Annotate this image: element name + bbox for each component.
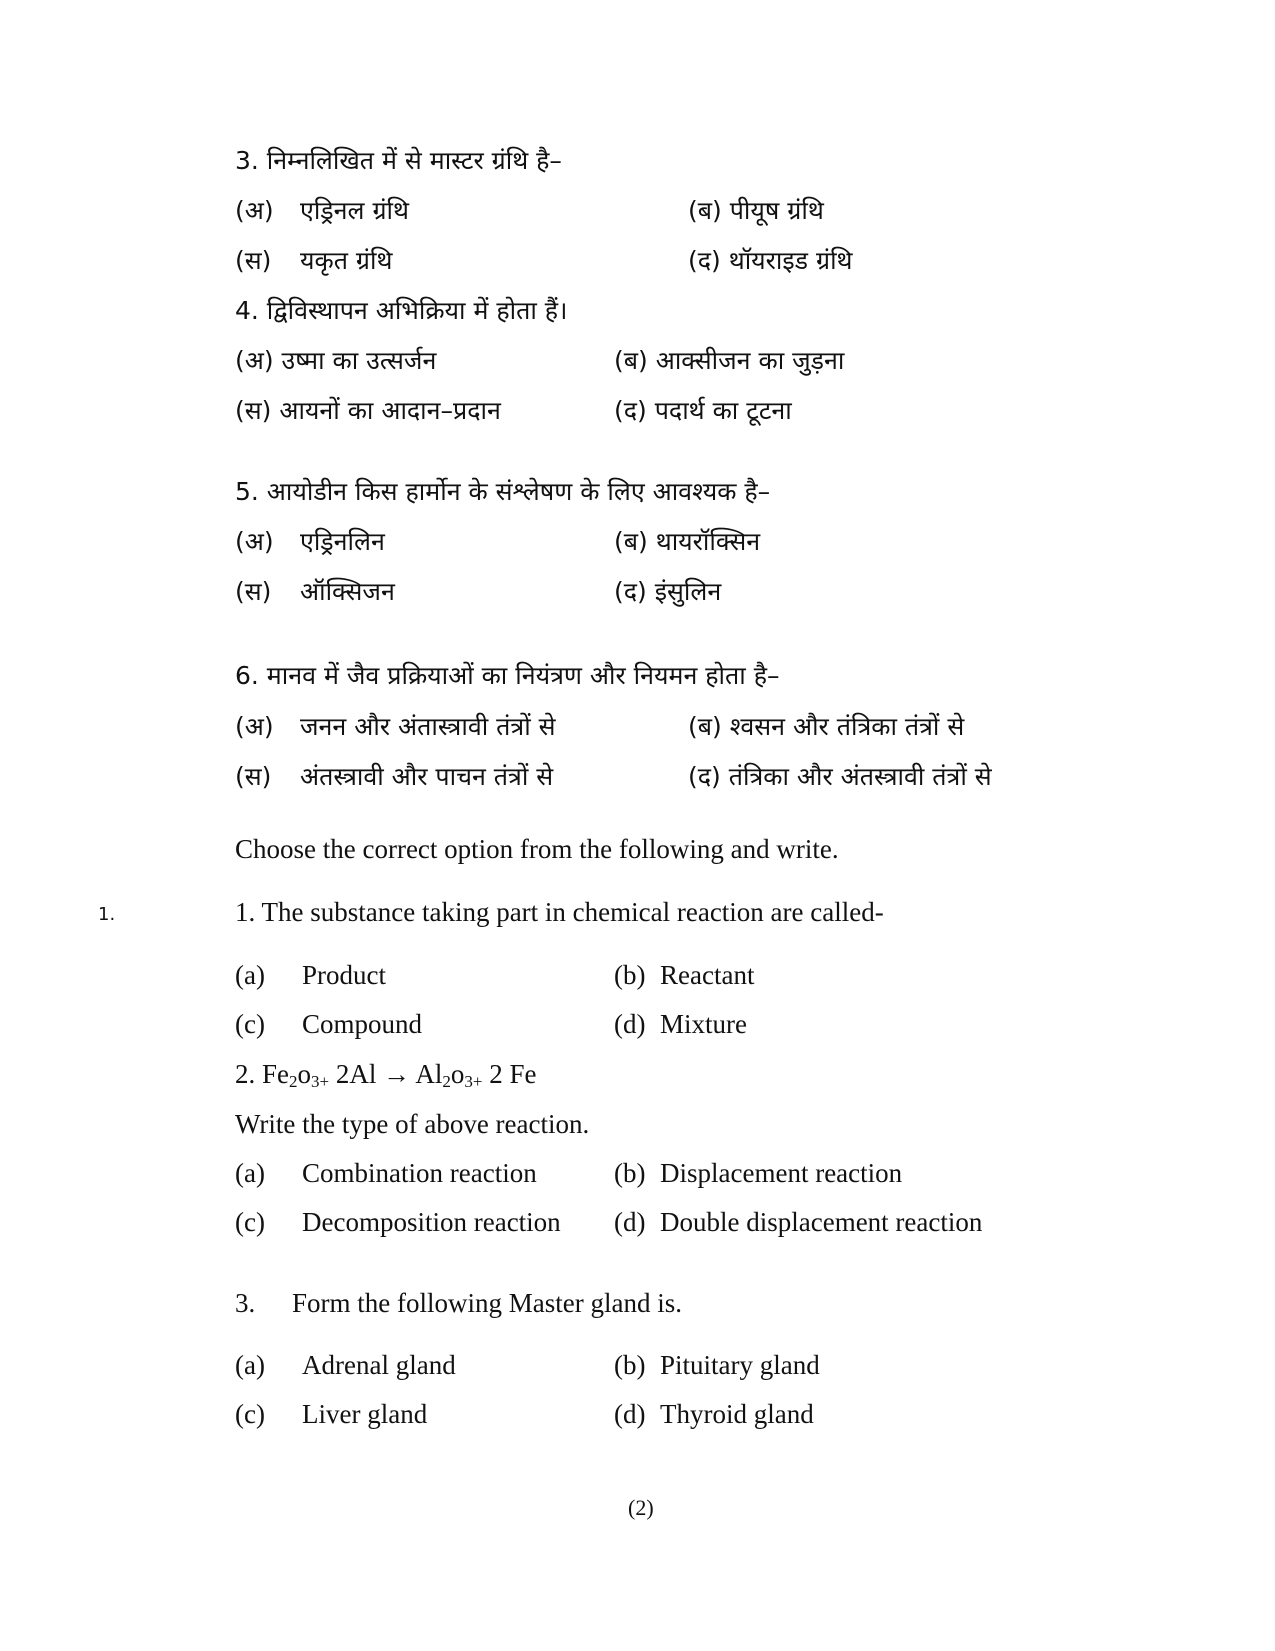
hindi-q6-option-b: (ब) श्वसन और तंत्रिका तंत्रों से: [688, 712, 965, 741]
english-q3-option-c-label: (c): [235, 1399, 265, 1429]
equation-part: 2Al → Al: [329, 1059, 443, 1089]
english-q1-option-b-text: Reactant: [660, 960, 755, 990]
english-q1-option-c-label: (c): [235, 1009, 265, 1039]
hindi-q3-option-c-label: (स): [235, 246, 272, 275]
english-q1-option-b-label: (b): [614, 960, 646, 990]
hindi-q3-option-d: (द) थॉयराइड ग्रंथि: [688, 246, 853, 275]
english-q2-option-d-label: (d): [614, 1207, 646, 1237]
equation-part: o: [450, 1059, 465, 1089]
english-q2-option-a-text: Combination reaction: [302, 1158, 537, 1188]
english-q3-option-c-text: Liver gland: [302, 1399, 428, 1429]
english-q1-option-a-label: (a): [235, 960, 265, 990]
hindi-q3-option-a-label: (अ): [235, 196, 274, 225]
english-instruction: Choose the correct option from the following and write.: [235, 834, 839, 864]
english-q1-question: 1. The substance taking part in chemical reaction are called-: [235, 897, 884, 927]
equation-prefix: 2. Fe: [235, 1059, 289, 1089]
hindi-q6-option-c-label: (स): [235, 762, 272, 791]
hindi-q3-question: 3. निम्नलिखित में से मास्टर ग्रंथि है–: [235, 146, 562, 175]
english-q2-option-b-text: Displacement reaction: [660, 1158, 903, 1188]
page-number: (2): [628, 1495, 654, 1520]
english-q2-option-d-text: Double displacement reaction: [660, 1207, 983, 1237]
english-q1-option-d-label: (d): [614, 1009, 646, 1039]
hindi-q3-option-b: (ब) पीयूष ग्रंथि: [688, 196, 824, 225]
english-q3-option-a-text: Adrenal gland: [302, 1350, 456, 1380]
section-number: 1.: [98, 904, 116, 925]
english-q3-option-d-text: Thyroid gland: [660, 1399, 814, 1429]
hindi-q5-option-d: (द) इंसुलिन: [614, 577, 722, 606]
hindi-q3-option-a-text: एड्रिनल ग्रंथि: [300, 196, 409, 225]
hindi-q6-question: 6. मानव में जैव प्रक्रियाओं का नियंत्रण और नियमन होता है–: [235, 661, 780, 690]
hindi-q5-option-c-label: (स): [235, 577, 272, 606]
english-q3-option-d-label: (d): [614, 1399, 646, 1429]
english-q3-option-b-text: Pituitary gland: [660, 1350, 820, 1380]
hindi-q5-option-c-text: ऑक्सिजन: [300, 577, 395, 606]
hindi-q5-option-a-label: (अ): [235, 527, 274, 556]
english-q2-equation: [235, 1059, 536, 1090]
english-q1-option-a-text: Product: [302, 960, 386, 990]
subscript: 3+: [311, 1072, 330, 1091]
hindi-q5-option-a-text: एड्रिनलिन: [300, 527, 385, 556]
english-q3-option-a-label: (a): [235, 1350, 265, 1380]
english-q2-option-c-text: Decomposition reaction: [302, 1207, 561, 1237]
hindi-q4-option-d: (द) पदार्थ का टूटना: [614, 396, 792, 425]
hindi-q6-option-a-label: (अ): [235, 712, 274, 741]
hindi-q5-option-b: (ब) थायरॉक्सिन: [614, 527, 761, 556]
subscript: 2: [289, 1072, 298, 1091]
hindi-q6-option-d: (द) तंत्रिका और अंतस्त्रावी तंत्रों से: [688, 762, 992, 791]
subscript: 3+: [464, 1072, 483, 1091]
hindi-q6-option-c-text: अंतस्त्रावी और पाचन तंत्रों से: [300, 762, 554, 791]
hindi-q4-question: 4. द्विविस्थापन अभिक्रिया में होता हैं।: [235, 296, 568, 325]
equation-part: o: [297, 1059, 311, 1089]
english-q2-option-c-label: (c): [235, 1207, 265, 1237]
hindi-q3-option-c-text: यकृत ग्रंथि: [300, 246, 393, 275]
hindi-q6-option-a-text: जनन और अंतास्त्रावी तंत्रों से: [300, 712, 556, 741]
hindi-q4-option-b: (ब) आक्सीजन का जुड़ना: [614, 346, 845, 375]
english-q1-option-d-text: Mixture: [660, 1009, 747, 1039]
english-q2-option-b-label: (b): [614, 1158, 646, 1188]
english-q2-option-a-label: (a): [235, 1158, 265, 1188]
equation-part: 2 Fe: [482, 1059, 537, 1089]
hindi-q5-question: 5. आयोडीन किस हार्मोन के संश्लेषण के लिए आवश्यक है–: [235, 477, 771, 506]
english-q1-option-c-text: Compound: [302, 1009, 423, 1039]
english-q2-instruction: Write the type of above reaction.: [235, 1109, 590, 1139]
hindi-q4-option-c: (स) आयनों का आदान–प्रदान: [235, 396, 501, 425]
english-q3-option-b-label: (b): [614, 1350, 646, 1380]
english-q3-question: Form the following Master gland is.: [292, 1288, 682, 1318]
hindi-q4-option-a: (अ) उष्मा का उत्सर्जन: [235, 346, 437, 375]
english-q3-number: 3.: [235, 1288, 256, 1318]
subscript: 2: [442, 1072, 451, 1091]
